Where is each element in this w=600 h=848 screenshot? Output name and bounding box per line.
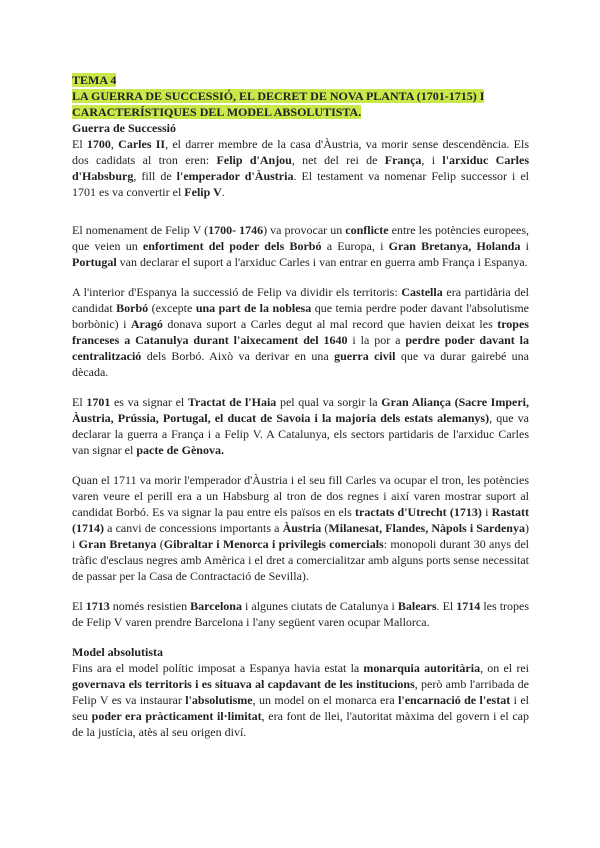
document-title: LA GUERRA DE SUCCESSIÓ, EL DECRET DE NOVA PLANTA (1701-1715) I CARACTERÍSTIQUES DEL MODEL ABSOLUTISTA. bbox=[72, 89, 485, 119]
paragraph-2: El nomenament de Felip V (1700- 1746) va provocar un conflicte entre les potències europees, que veien un enfortiment del poder dels Borbó a Europa, i Gran Bretanya, Holanda i Portugal van declarar el suport a l'arxiduc Carles i van entrar en guerra amb França i Espanya. bbox=[72, 223, 530, 269]
paragraph-3: A l'interior d'Espanya la successió de Felip va dividir els territoris: Castella era partidària del candidat Borbó (excepte una part de la noblesa que temia perdre poder davant l'absolutisme borbònic) i Aragó donava suport a Carles degut al mal record que havien deixat les tropes franceses a Catanulya durant l'aixecament del 1640 i la por a perdre poder davant la centralització dels Borbó. Això va derivar en una guerra civil que va durar gairebé una dècada. bbox=[72, 285, 530, 379]
paragraph-4: El 1701 es va signar el Tractat de l'Haia pel qual va sorgir la Gran Aliança (Sacre Imperi, Àustria, Prússia, Portugal, el ducat de Savoia i la majoria dels estats alemanys), que va declarar la guerra a França i a Felip V. A Catalunya, els sectors partidaris de l'arxiduc Carles van signar el pacte de Gènova. bbox=[72, 395, 530, 457]
paragraph-5: Quan el 1711 va morir l'emperador d'Àustria i el seu fill Carles va ocupar el tron, les potències varen veure el perill era a un Habsburg al tron de dos regnes i així varen mostrar suport al candidat Borbó. Es va signar la pau entre els països en els tractats d'Utrecht (1713) i Rastatt (1714) a canvi de concessions importants a Àustria (Milanesat, Flandes, Nàpols i Sardenya) i Gran Bretanya (Gibraltar i Menorca i privilegis comercials: monopoli durant 30 anys del tràfic d'esclaus negres amb Amèrica i el dret a comercialitzar amb alguns ports sense necessitat de passar per la Casa de Contractació de Sevilla). bbox=[72, 473, 530, 583]
section-heading-absolutism: Model absolutista bbox=[72, 645, 164, 659]
paragraph-6: El 1713 només resistien Barcelona i algunes ciutats de Catalunya i Balears. El 1714 les tropes de Felip V varen prendre Barcelona i l'any següent varen ocupar Mallorca. bbox=[72, 599, 530, 629]
paragraph-1: El 1700, Carles II, el darrer membre de la casa d'Àustria, va morir sense descendència. Els dos cadidats al tron eren: Felip d'Anjou, net del rei de França, i l'arxiduc Carles d'Habsburg, fill de l'emperador d'Àustria. El testament va nomenar Felip successor i el 1701 es va convertir el Felip V. bbox=[72, 137, 530, 199]
document-page bbox=[72, 72, 529, 754]
paragraph-7: Fins ara el model polític imposat a Espanya havia estat la monarquia autoritària, on el rei governava els territoris i es situava al capdavant de les institucions, però amb l'arribada de Felip V es va instaurar l'absolutisme, un model on el monarca era l'encarnació de l'estat i el seu poder era pràcticament il·limitat, era font de llei, l'autoritat màxima del govern i el cap de la justícia, atès al seu origen diví. bbox=[72, 661, 530, 739]
topic-label: TEMA 4 bbox=[72, 73, 117, 87]
section-heading-succession: Guerra de Successió bbox=[72, 121, 176, 135]
